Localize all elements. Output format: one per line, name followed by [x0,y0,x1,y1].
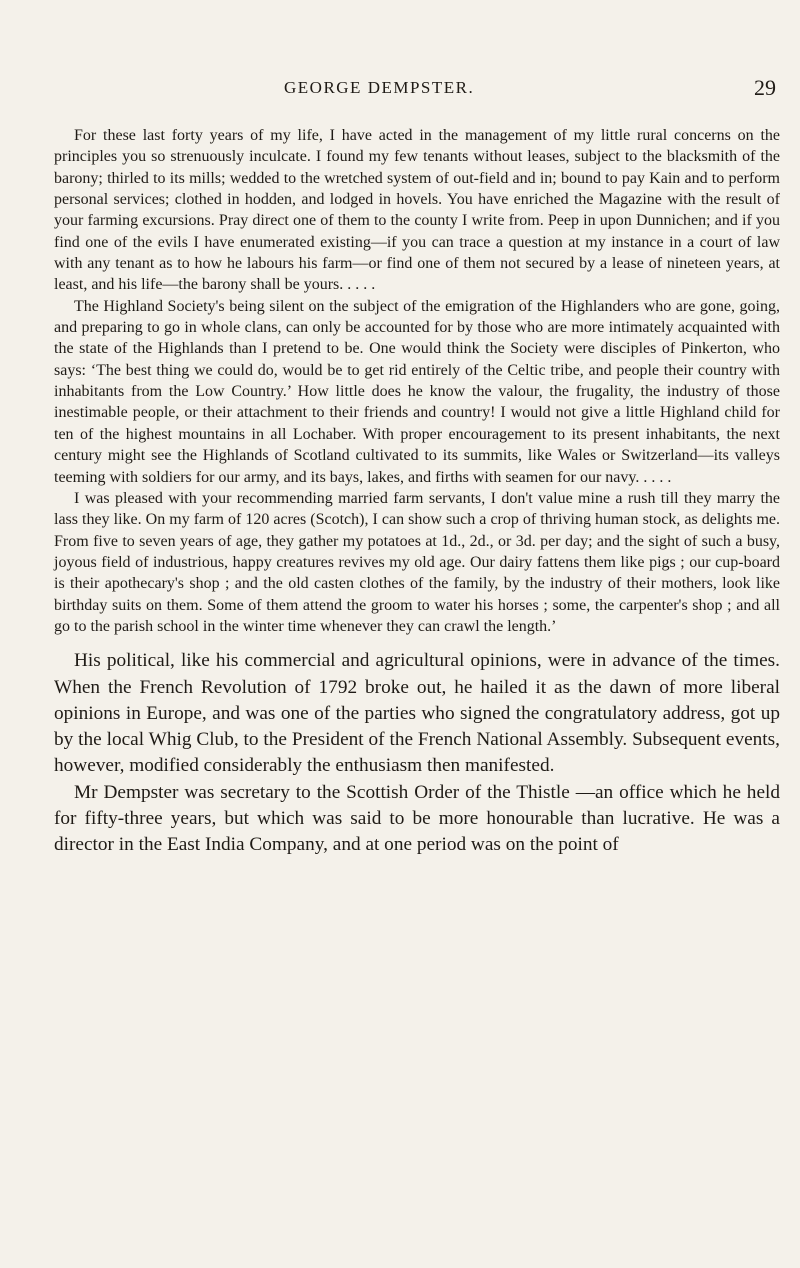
quote-paragraph: For these last forty years of my life, I have acted in the management of my little rural concerns on the principles you so strenuously inculcate. I found my few tenants without leases, subject to the blacksmith of the barony; thirled to its mills; wedded to the wretched system of out-field and in; bound to pay Kain and to perform personal services; clothed in hodden, and lodged in hovels. You have enriched the Magazine with the result of your farming excursions. Pray direct one of them to the county I write from. Peep in upon Dunnichen; and if you find one of the evils I have enumerated existing—if you can trace a question at my instance in a court of law with any tenant as to how he labours his farm—or find one of them not secured by a lease of nineteen years, at least, and his life—the barony shall be yours. . . . . [54,127,780,294]
page-content [54,125,780,859]
page-number: 29 [754,75,776,100]
body-paragraph: His political, like his commercial and agricultural opinions, were in advance of the times. When the French Revolution of 1792 broke out, he hailed it as the dawn of more liberal opinions in Europe, and was one of the parties who signed the congratulatory address, got up by the local Whig Club, to the President of the French National Assembly. Subsequent events, however, modified considerably the enthusiasm then manifested. [54,650,780,777]
quoted-letter [54,125,780,637]
quote-paragraph: I was pleased with your recommending married farm servants, I don't value mine a rush till they marry the lass they like. On my farm of 120 acres (Scotch), I can show such a crop of thriving human stock, as delights me. From five to seven years of age, they gather my potatoes at 1d., 2d., or 3d. per day; and the sight of such a busy, joyous field of industrious, happy creatures revives my old age. Our dairy fattens them like pigs ; our cup-board is their apothecary's shop ; and the old casten clothes of the family, by the industry of their mothers, look like birthday suits on them. Some of them attend the groom to water his horses ; some, the carpenter's shop ; and all go to the parish school in the winter time whenever they can crawl the length.’ [54,489,780,635]
running-head [0,75,800,102]
running-title: GEORGE DEMPSTER. [284,78,475,97]
body-text [54,648,780,858]
body-paragraph: Mr Dempster was secretary to the Scottish Order of the Thistle —an office which he held for fifty-three years, but which was said to be more honourable than lucrative. He was a director in the East India Company, and at one period was on the point of [54,781,780,856]
quote-paragraph: The Highland Society's being silent on the subject of the emigration of the Highlanders who are gone, going, and preparing to go in whole clans, can only be accounted for by those who are more intimately acquainted with the state of the Highlands than I pretend to be. One would think the Society were disciples of Pinkerton, who says: ‘The best thing we could do, would be to get rid entirely of the Celtic tribe, and people their country with inhabitants from the Low Country.’ How little does he know the valour, the frugality, the industry of those inestimable people, or their attachment to their friends and country! I would not give a little Highland child for ten of the highest mountains in all Lochaber. With proper encouragement to its present inhabitants, the next century might see the Highlands of Scotland cultivated to its summits, like Wales or Switzerland—its valleys teeming with soldiers for our army, and its bays, lakes, and firths with seamen for our navy. . . . . [54,297,780,486]
